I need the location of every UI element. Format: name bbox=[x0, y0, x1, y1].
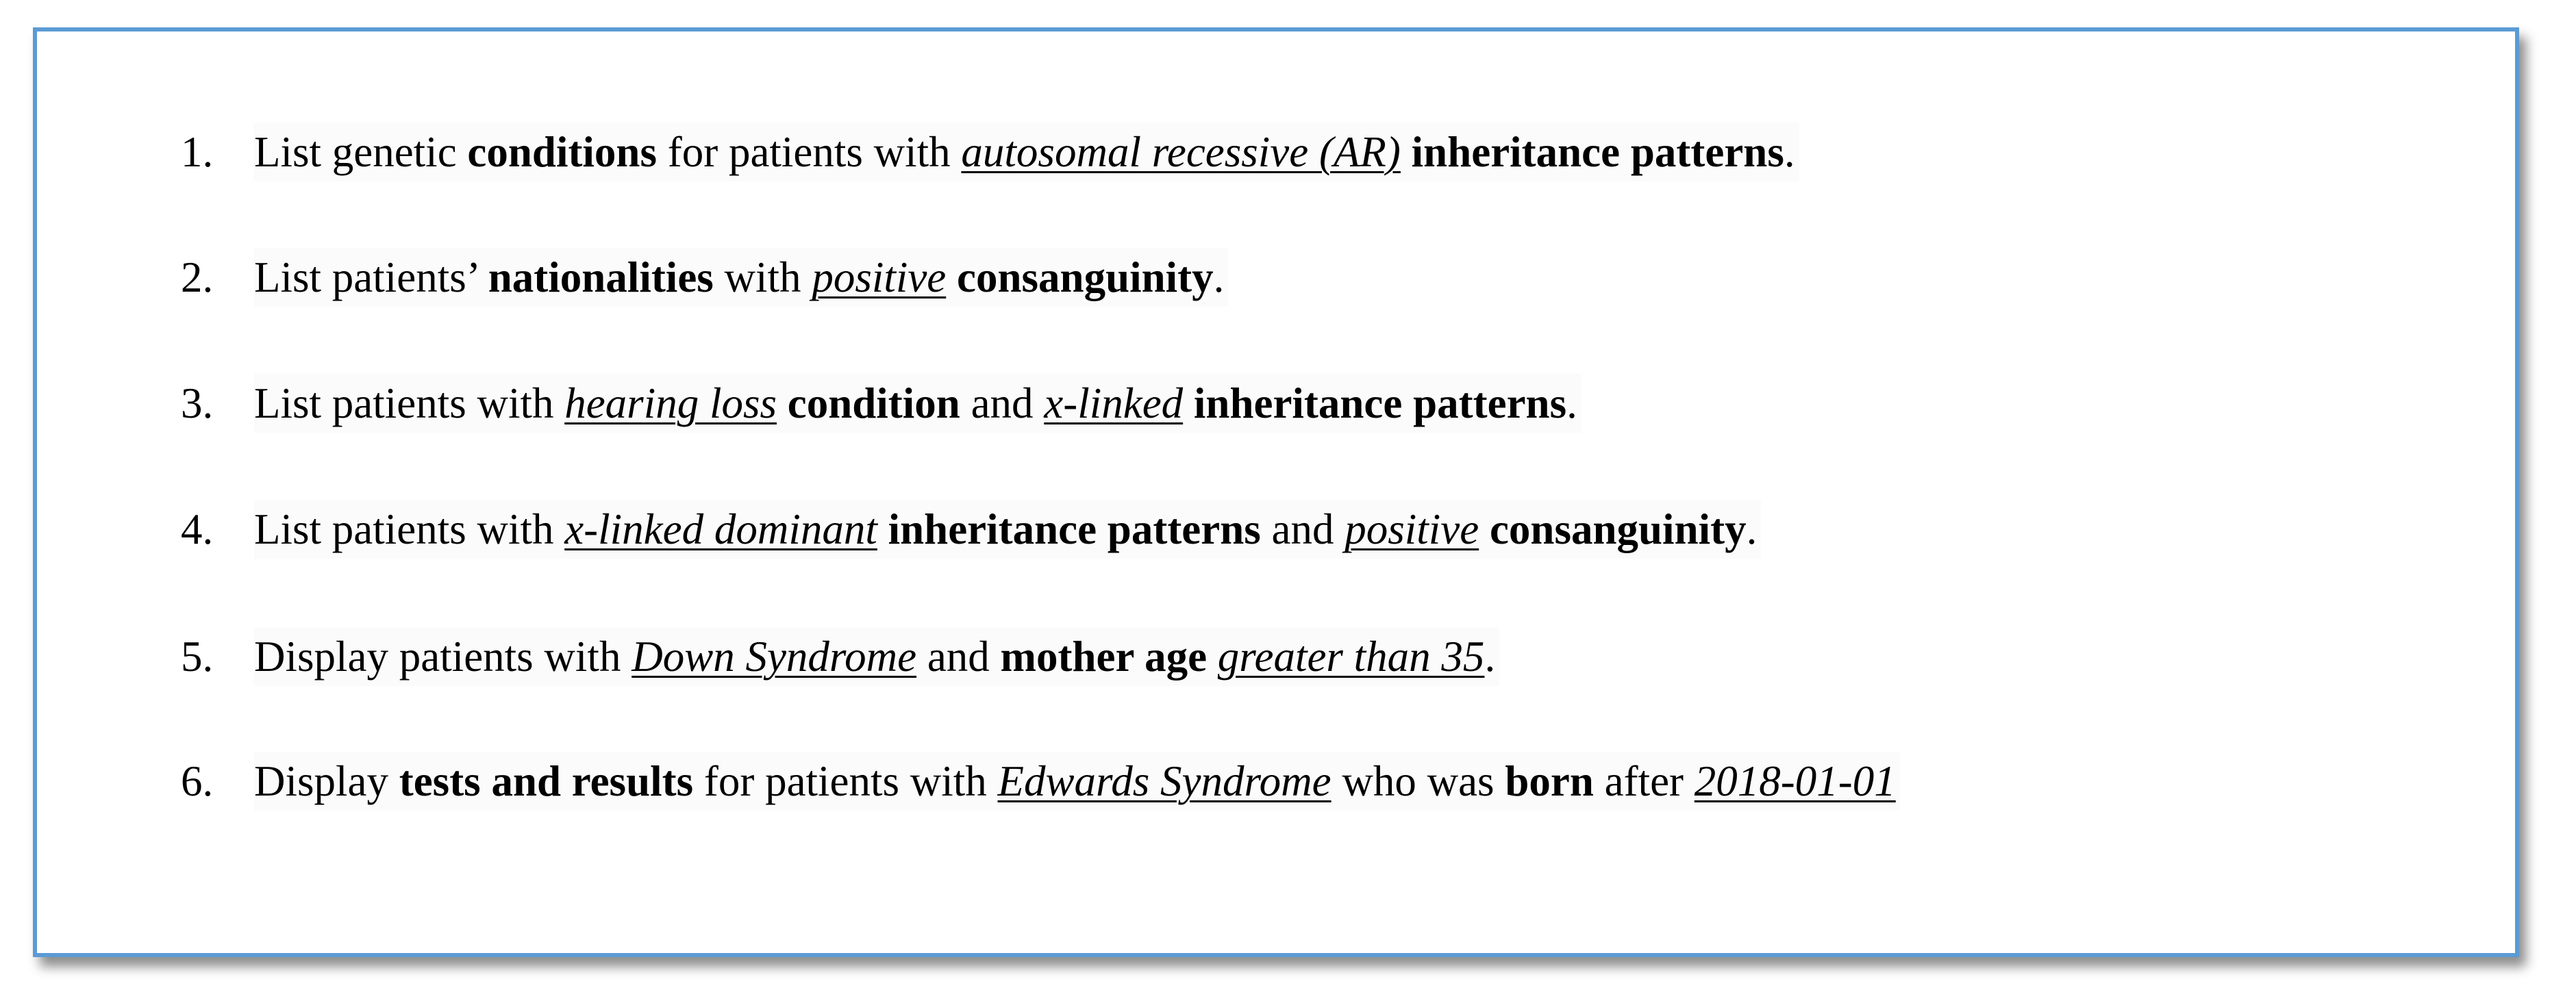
text-segment: . bbox=[1566, 379, 1577, 427]
question-number: 4. bbox=[181, 505, 214, 553]
text-segment: and bbox=[1260, 505, 1345, 553]
bold-text-segment: tests and results bbox=[399, 757, 694, 805]
question-text bbox=[254, 500, 1761, 559]
italic-underlined-term: Down Syndrome bbox=[632, 633, 917, 681]
italic-underlined-term: Edwards Syndrome bbox=[997, 757, 1331, 805]
bold-text-segment: inheritance patterns bbox=[1193, 379, 1567, 427]
italic-underlined-term: 2018-01-01 bbox=[1694, 757, 1896, 805]
text-segment: List patients’ bbox=[254, 253, 488, 301]
bold-text-segment: consanguinity bbox=[957, 253, 1214, 301]
text-segment: . bbox=[1484, 633, 1496, 681]
bold-text-segment: inheritance patterns bbox=[888, 505, 1261, 553]
text-segment: List genetic bbox=[254, 128, 468, 176]
text-segment: List patients with bbox=[254, 379, 565, 427]
text-segment: Display bbox=[254, 757, 399, 805]
bold-text-segment: nationalities bbox=[488, 253, 714, 301]
text-segment: . bbox=[1746, 505, 1758, 553]
document-frame bbox=[33, 27, 2519, 957]
question-text bbox=[254, 374, 1581, 433]
text-segment bbox=[877, 505, 888, 553]
text-segment bbox=[1401, 128, 1412, 176]
text-segment: . bbox=[1784, 128, 1795, 176]
bold-text-segment: mother age bbox=[1000, 633, 1208, 681]
text-segment: and bbox=[960, 379, 1045, 427]
question-number: 3. bbox=[181, 379, 214, 427]
text-segment: List patients with bbox=[254, 505, 565, 553]
text-segment: after bbox=[1593, 757, 1695, 805]
text-segment: . bbox=[1213, 253, 1225, 301]
question-number: 1. bbox=[181, 128, 214, 176]
italic-underlined-term: x-linked dominant bbox=[564, 505, 877, 553]
text-segment: for patients with bbox=[693, 757, 998, 805]
italic-underlined-term: autosomal recessive (AR) bbox=[961, 128, 1401, 176]
question-text bbox=[254, 248, 1228, 307]
italic-underlined-term: x-linked bbox=[1044, 379, 1184, 427]
bold-text-segment: condition bbox=[787, 379, 960, 427]
text-segment: for patients with bbox=[657, 128, 962, 176]
text-segment bbox=[1183, 379, 1194, 427]
text-segment bbox=[946, 253, 957, 301]
italic-underlined-term: hearing loss bbox=[564, 379, 777, 427]
text-segment bbox=[1207, 633, 1218, 681]
text-segment bbox=[1479, 505, 1490, 553]
italic-underlined-term: positive bbox=[812, 253, 947, 301]
text-segment: with bbox=[713, 253, 812, 301]
question-number: 6. bbox=[181, 757, 214, 805]
bold-text-segment: consanguinity bbox=[1489, 505, 1747, 553]
bold-text-segment: born bbox=[1505, 757, 1594, 805]
text-segment: Display patients with bbox=[254, 633, 632, 681]
bold-text-segment: conditions bbox=[467, 128, 657, 176]
italic-underlined-term: greater than 35 bbox=[1217, 633, 1485, 681]
question-number: 5. bbox=[181, 633, 214, 681]
text-segment: who was bbox=[1331, 757, 1505, 805]
question-text bbox=[254, 752, 1900, 811]
italic-underlined-term: positive bbox=[1345, 505, 1479, 553]
question-number: 2. bbox=[181, 253, 214, 301]
question-text bbox=[254, 627, 1499, 686]
bold-text-segment: inheritance patterns bbox=[1411, 128, 1784, 176]
text-segment: and bbox=[916, 633, 1001, 681]
question-text bbox=[254, 123, 1799, 181]
text-segment bbox=[777, 379, 788, 427]
